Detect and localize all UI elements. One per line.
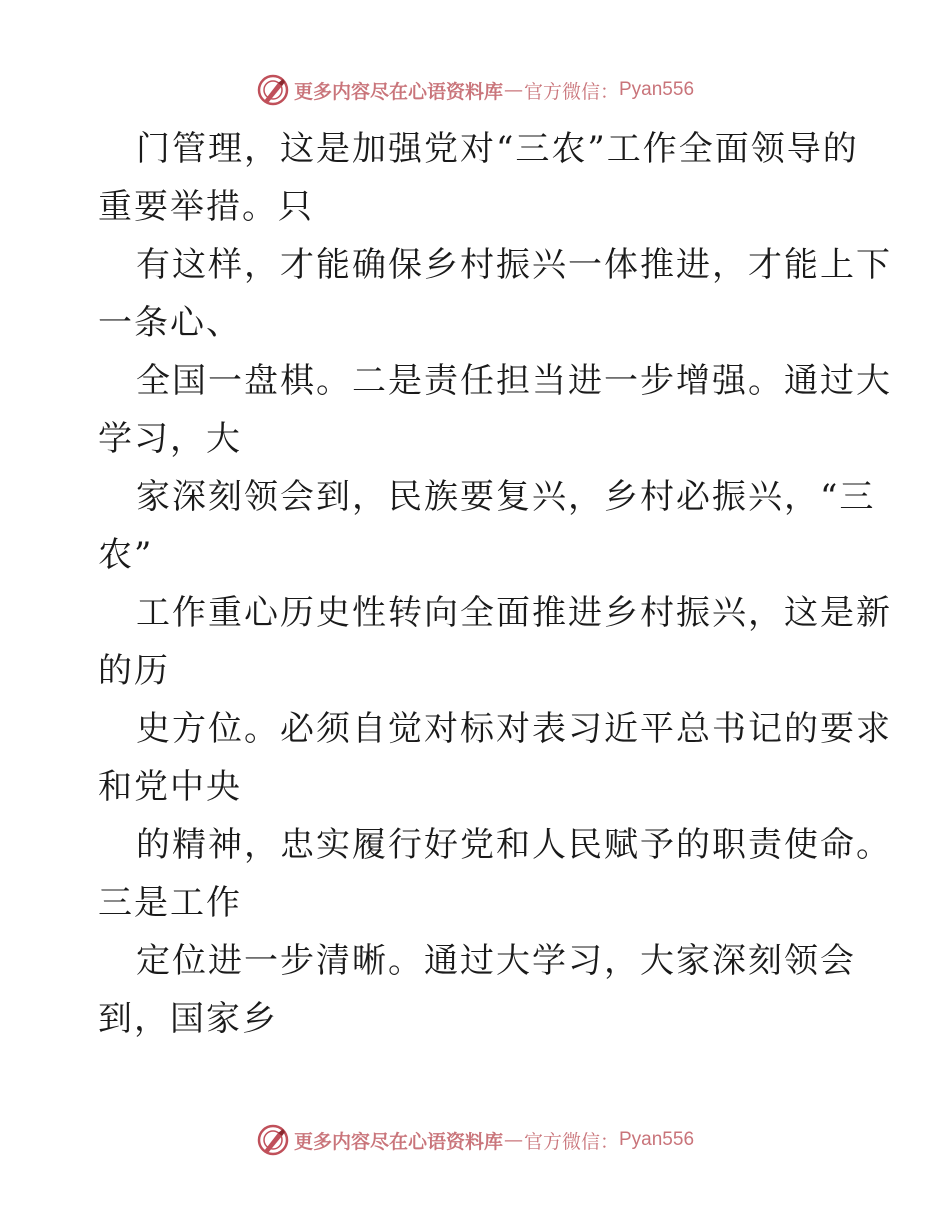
- body-line-15: 定位进一步清晰。通过大学习，大家深刻领会: [136, 941, 856, 981]
- pen-logo-icon: [256, 1123, 290, 1157]
- body-line-4: 一条心、: [98, 303, 242, 343]
- body-line-8: 农”: [98, 535, 154, 575]
- body-line-16: 到，国家乡: [98, 999, 278, 1039]
- footer-banner: [0, 1122, 950, 1158]
- header-banner-text: 更多内容尽在心语资料库: [293, 80, 503, 103]
- header-banner: [0, 72, 950, 108]
- body-line-11: 史方位。必须自觉对标对表习近平总书记的要求: [136, 709, 892, 749]
- footer-banner-text: 更多内容尽在心语资料库: [293, 1130, 503, 1153]
- body-line-3: 有这样，才能确保乡村振兴一体推进，才能上下: [136, 245, 892, 285]
- body-line-13: 的精神，忠实履行好党和人民赋予的职责使命。: [136, 825, 892, 865]
- body-line-14: 三是工作: [98, 883, 242, 923]
- pen-logo-icon: [256, 73, 290, 107]
- body-line-5: 全国一盘棋。二是责任担当进一步增强。通过大: [136, 361, 892, 401]
- footer-wechat-label: 官方微信：: [523, 1130, 619, 1153]
- body-line-7: 家深刻领会到，民族要复兴，乡村必振兴，“三: [136, 477, 876, 517]
- body-line-9: 工作重心历史性转向全面推进乡村振兴，这是新: [136, 593, 892, 633]
- footer-separator: —: [503, 1129, 523, 1151]
- footer-wechat-id: Pyan556: [619, 1129, 695, 1150]
- body-line-10: 的历: [98, 651, 170, 691]
- body-line-2: 重要举措。只: [98, 187, 314, 227]
- header-separator: —: [503, 79, 523, 101]
- document-body: [98, 120, 892, 1048]
- body-line-12: 和党中央: [98, 767, 242, 807]
- body-line-6: 学习，大: [98, 419, 242, 459]
- header-wechat-id: Pyan556: [619, 79, 695, 100]
- body-line-1: 门管理，这是加强党对“三农”工作全面领导的: [136, 129, 859, 169]
- header-wechat-label: 官方微信：: [523, 80, 619, 103]
